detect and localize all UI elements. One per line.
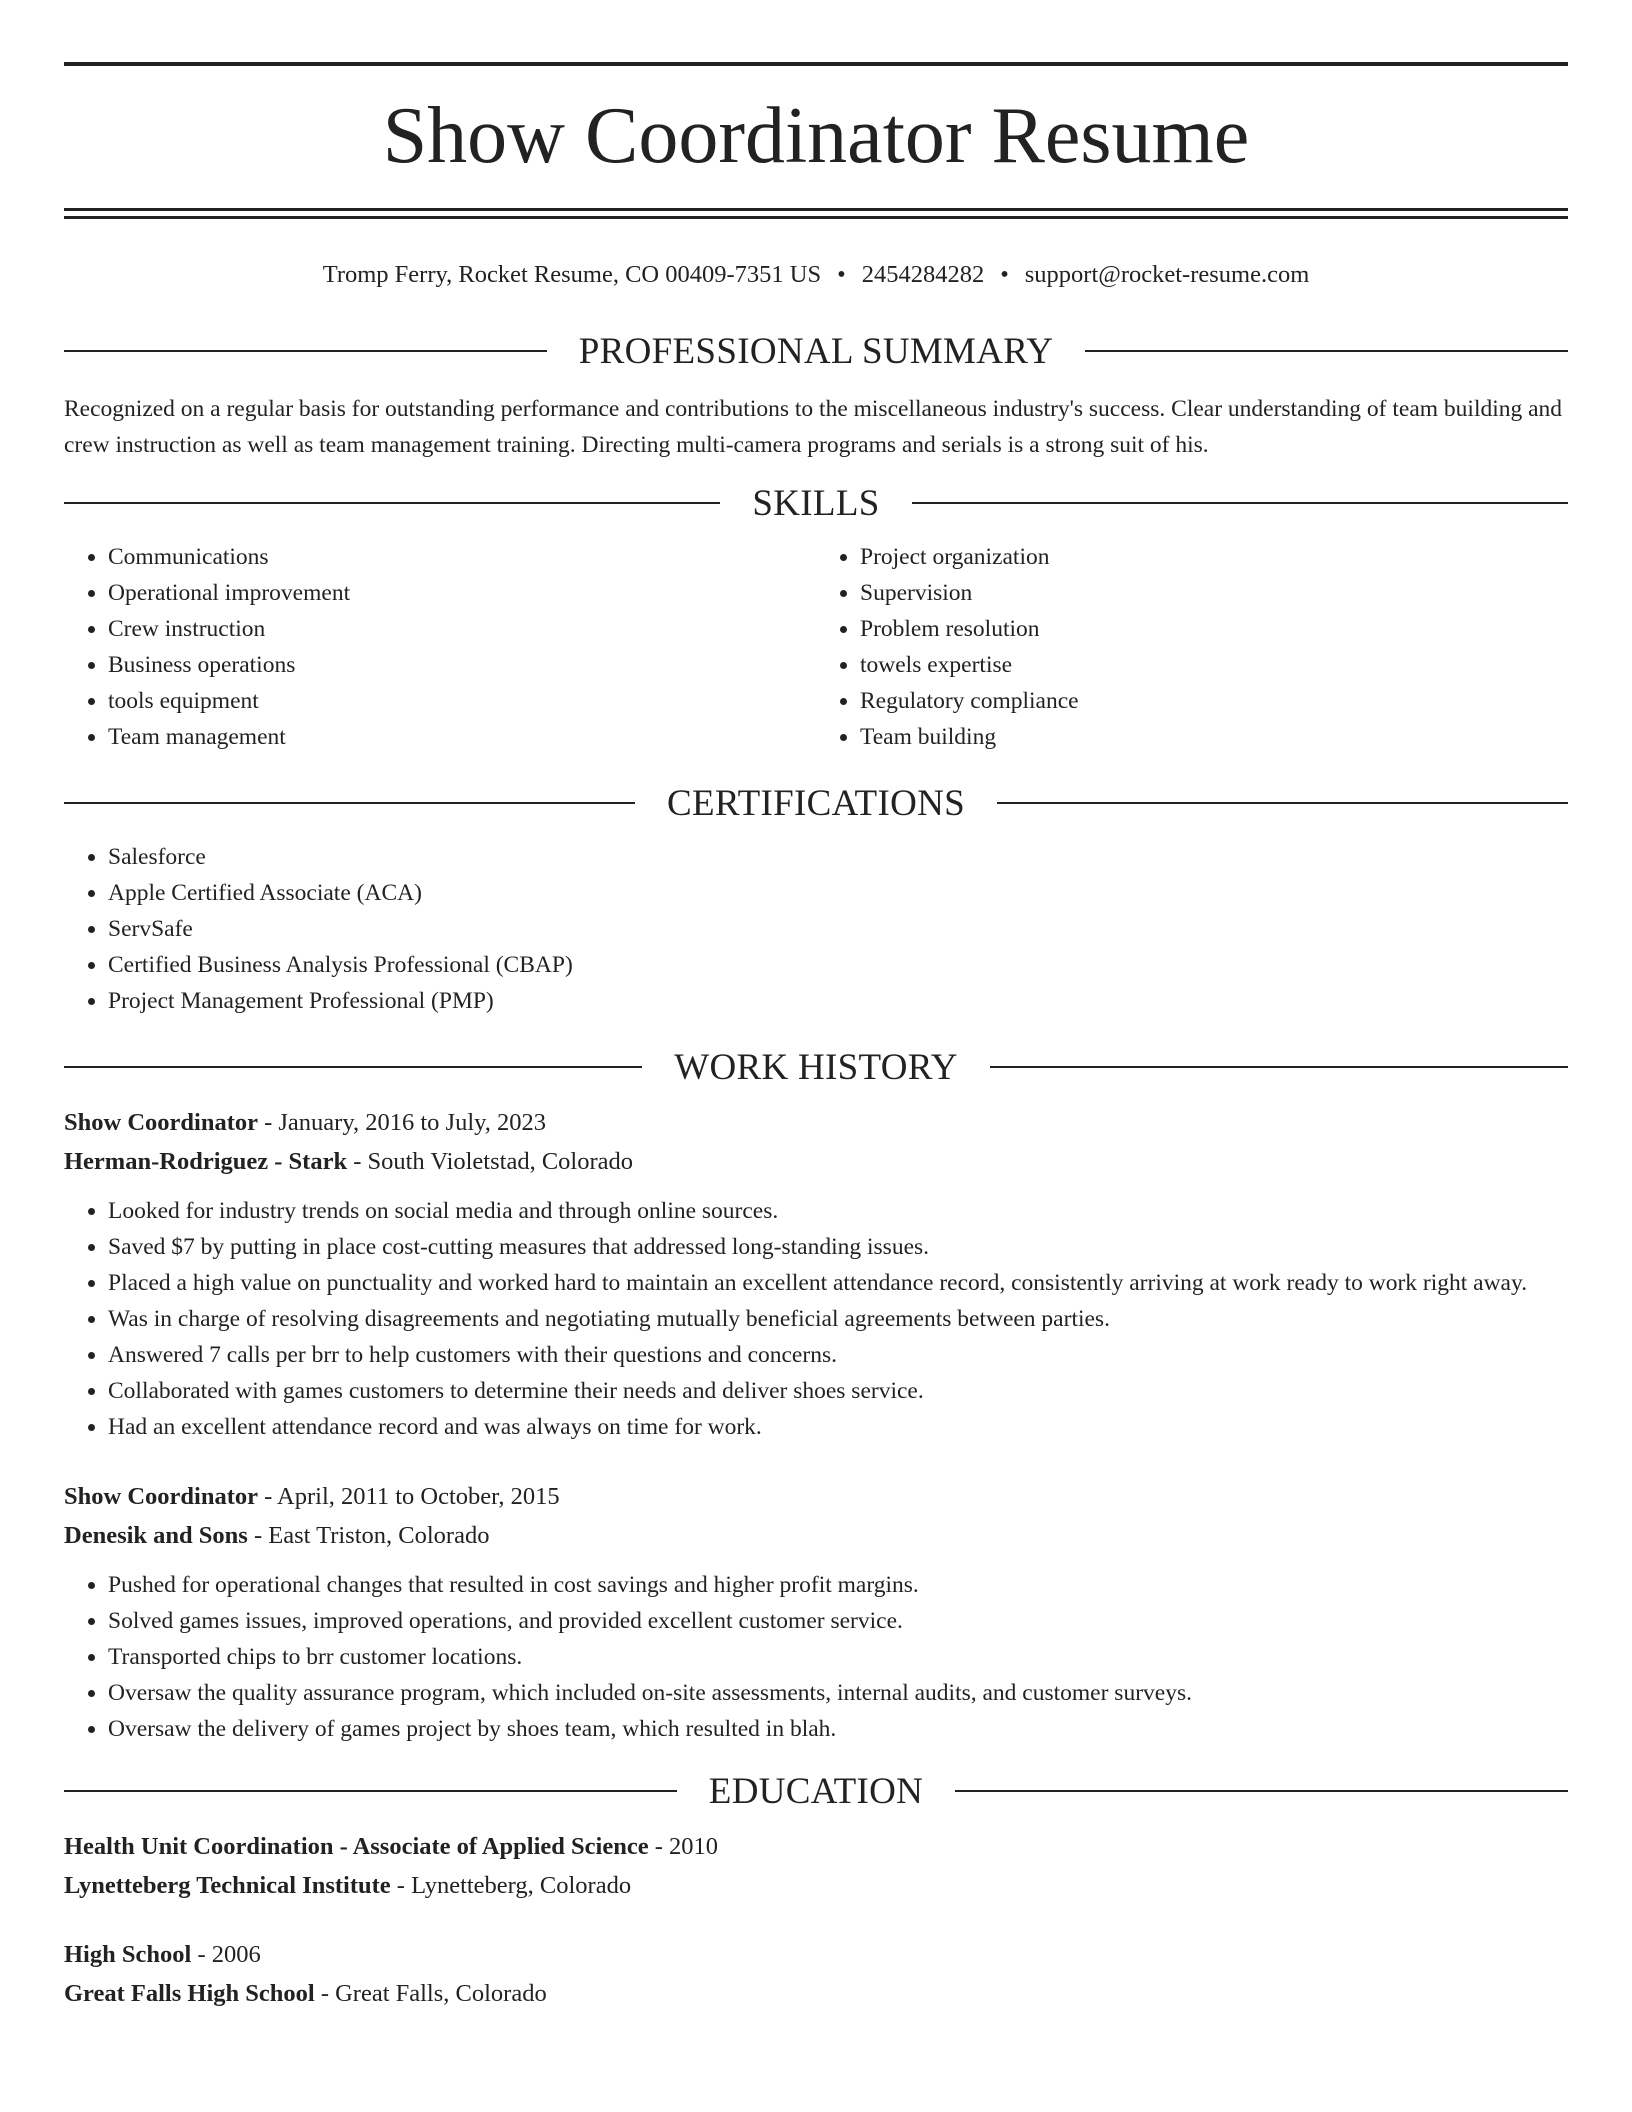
skill-item: • Supervision bbox=[860, 575, 1568, 611]
job-location: - South Violetstad, Colorado bbox=[347, 1148, 634, 1175]
job-bullet: • Answered 7 calls per brr to help customers with their questions and concerns. bbox=[108, 1337, 1568, 1373]
certification-item: • ServSafe bbox=[108, 911, 1568, 947]
heading-rule bbox=[64, 1790, 677, 1792]
section-title: WORK HISTORY bbox=[674, 1046, 958, 1088]
section-heading-summary bbox=[64, 327, 1568, 375]
skill-item: • Business operations bbox=[108, 647, 816, 683]
job-entry bbox=[64, 1477, 1568, 1747]
heading-rule bbox=[955, 1790, 1568, 1792]
job-title-line bbox=[64, 1103, 1568, 1142]
contact-email[interactable]: support@rocket-resume.com bbox=[1024, 261, 1310, 288]
education-school: Great Falls High School bbox=[64, 1980, 315, 2007]
skill-item: • Project organization bbox=[860, 539, 1568, 575]
heading-rule bbox=[64, 802, 635, 804]
certification-item: • Project Management Professional (PMP) bbox=[108, 983, 1568, 1019]
skill-item: • towels expertise bbox=[860, 647, 1568, 683]
education-degree: High School bbox=[64, 1941, 192, 1968]
job-bullet: • Transported chips to brr customer locations. bbox=[108, 1639, 1568, 1675]
education-degree: Health Unit Coordination - Associate of Applied Science bbox=[64, 1833, 649, 1860]
job-title-line bbox=[64, 1477, 1568, 1516]
section-heading-work-history bbox=[64, 1043, 1568, 1091]
education-entry bbox=[64, 1827, 1568, 1905]
job-dates: - April, 2011 to October, 2015 bbox=[257, 1483, 560, 1510]
skill-item: • tools equipment bbox=[108, 683, 816, 719]
education-location: - Great Falls, Colorado bbox=[314, 1980, 547, 2007]
heading-rule bbox=[64, 350, 547, 352]
section-heading-skills bbox=[64, 479, 1568, 527]
section-heading-certifications bbox=[64, 779, 1568, 827]
skill-item: • Team building bbox=[860, 719, 1568, 755]
job-bullets bbox=[64, 1567, 1568, 1747]
education-school-line bbox=[64, 1974, 1568, 2013]
certifications-list bbox=[64, 839, 1568, 1019]
contact-line bbox=[64, 255, 1568, 295]
job-bullet: • Pushed for operational changes that resulted in cost savings and higher profit margins. bbox=[108, 1567, 1568, 1603]
certification-item: • Salesforce bbox=[108, 839, 1568, 875]
job-company-line bbox=[64, 1516, 1568, 1555]
job-bullet: • Was in charge of resolving disagreements and negotiating mutually beneficial agreements between parties. bbox=[108, 1301, 1568, 1337]
job-bullet: • Collaborated with games customers to determine their needs and deliver shoes service. bbox=[108, 1373, 1568, 1409]
job-dates: - January, 2016 to July, 2023 bbox=[257, 1109, 547, 1136]
education-school: Lynetteberg Technical Institute bbox=[64, 1872, 391, 1899]
heading-rule bbox=[64, 1066, 642, 1068]
section-title: SKILLS bbox=[752, 482, 880, 524]
job-bullet: • Oversaw the delivery of games project by shoes team, which resulted in blah. bbox=[108, 1711, 1568, 1747]
heading-rule bbox=[990, 1066, 1568, 1068]
contact-address: Tromp Ferry, Rocket Resume, CO 00409-7351 US bbox=[322, 261, 822, 288]
job-bullet: • Solved games issues, improved operations, and provided excellent customer service. bbox=[108, 1603, 1568, 1639]
job-location: - East Triston, Colorado bbox=[247, 1522, 490, 1549]
education-year: - 2006 bbox=[191, 1941, 261, 1968]
skill-item: • Communications bbox=[108, 539, 816, 575]
heading-rule bbox=[997, 802, 1568, 804]
job-company: Denesik and Sons bbox=[64, 1522, 248, 1549]
job-bullet: • Looked for industry trends on social media and through online sources. bbox=[108, 1193, 1568, 1229]
section-title: EDUCATION bbox=[708, 1770, 924, 1812]
skills-grid bbox=[64, 539, 1568, 755]
certification-item: • Certified Business Analysis Professional (CBAP) bbox=[108, 947, 1568, 983]
education-location: - Lynetteberg, Colorado bbox=[390, 1872, 632, 1899]
skill-item: • Team management bbox=[108, 719, 816, 755]
skill-item: • Crew instruction bbox=[108, 611, 816, 647]
section-title: PROFESSIONAL SUMMARY bbox=[578, 330, 1054, 372]
education-degree-line bbox=[64, 1827, 1568, 1866]
title-double-rule bbox=[64, 208, 1568, 219]
education-degree-line bbox=[64, 1935, 1568, 1974]
heading-rule bbox=[1085, 350, 1568, 352]
contact-separator: • bbox=[837, 261, 846, 288]
skill-item: • Problem resolution bbox=[860, 611, 1568, 647]
education-school-line bbox=[64, 1866, 1568, 1905]
job-bullet: • Placed a high value on punctuality and worked hard to maintain an excellent attendance record, consistently arriving at work ready to work right away. bbox=[108, 1265, 1568, 1301]
job-company: Herman-Rodriguez - Stark bbox=[64, 1148, 348, 1175]
job-company-line bbox=[64, 1142, 1568, 1181]
skills-list-right bbox=[816, 539, 1568, 755]
job-bullet: • Oversaw the quality assurance program, which included on-site assessments, internal audits, and customer surveys. bbox=[108, 1675, 1568, 1711]
heading-rule bbox=[912, 502, 1568, 504]
education-entry bbox=[64, 1935, 1568, 2013]
job-title: Show Coordinator bbox=[64, 1109, 258, 1136]
education-year: - 2010 bbox=[648, 1833, 719, 1860]
section-title: CERTIFICATIONS bbox=[667, 782, 965, 824]
job-bullets bbox=[64, 1193, 1568, 1445]
page-title: Show Coordinator Resume bbox=[382, 92, 1250, 180]
section-heading-education bbox=[64, 1767, 1568, 1815]
job-entry bbox=[64, 1103, 1568, 1445]
skill-item: • Operational improvement bbox=[108, 575, 816, 611]
job-bullet: • Had an excellent attendance record and was always on time for work. bbox=[108, 1409, 1568, 1445]
contact-separator: • bbox=[1000, 261, 1009, 288]
job-bullet: • Saved $7 by putting in place cost-cutting measures that addressed long-standing issues. bbox=[108, 1229, 1568, 1265]
certification-item: • Apple Certified Associate (ACA) bbox=[108, 875, 1568, 911]
contact-phone: 2454284282 bbox=[861, 261, 985, 288]
skills-list-left bbox=[64, 539, 816, 755]
job-title: Show Coordinator bbox=[64, 1483, 258, 1510]
skill-item: • Regulatory compliance bbox=[860, 683, 1568, 719]
heading-rule bbox=[64, 502, 720, 504]
summary-text: Recognized on a regular basis for outstanding performance and contributions to the miscellaneous industry's success. Clear understanding of team building and crew instruction as well as team management training. Directing multi-camera programs and serials is a strong suit of his. bbox=[64, 396, 1563, 458]
